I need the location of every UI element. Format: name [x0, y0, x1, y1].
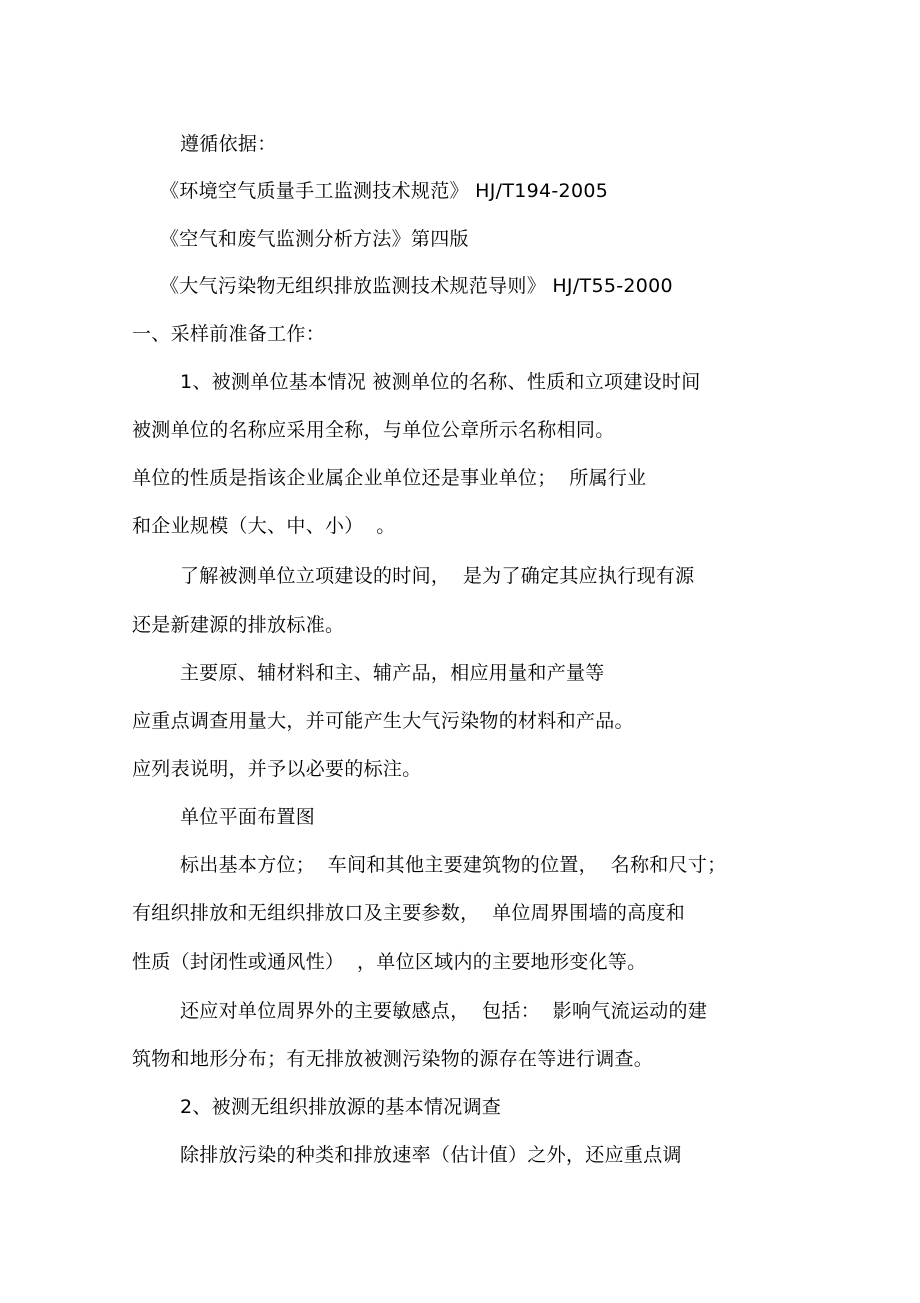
- paragraph-line: 应列表说明，并予以必要的标注。: [132, 758, 422, 780]
- paragraph-line: 筑物和地形分布；有无排放被测污染物的源存在等进行调查。: [132, 1048, 654, 1070]
- layout-plan-heading: 单位平面布置图: [180, 806, 316, 828]
- paragraph-line: 还应对单位周界外的主要敏感点， 包括： 影响气流运动的建: [180, 1000, 708, 1022]
- paragraph-line: 了解被测单位立项建设的时间， 是为了确定其应执行现有源: [180, 565, 695, 587]
- section-1-heading: 一、采样前准备工作：: [132, 323, 326, 345]
- paragraph-line: 标出基本方位； 车间和其他主要建筑物的位置， 名称和尺寸；: [180, 854, 727, 876]
- paragraph-line: 性质（封闭性或通风性） ，单位区域内的主要地形变化等。: [132, 951, 647, 973]
- paragraph-line: 应重点调查用量大，并可能产生大气污染物的材料和产品。: [132, 710, 634, 732]
- paragraph-line: 主要原、辅材料和主、辅产品，相应用量和产量等: [180, 662, 605, 684]
- paragraph-line: 还是新建源的排放标准。: [132, 614, 345, 636]
- item-2-heading: 2、被测无组织排放源的基本情况调查: [180, 1096, 502, 1118]
- reference-1: 《环境空气质量手工监测技术规范》 HJ/T194-2005: [160, 180, 609, 202]
- paragraph-line: 和企业规模（大、中、小） 。: [132, 515, 396, 537]
- reference-2: 《空气和废气监测分析方法》第四版: [160, 228, 469, 250]
- basis-heading: 遵循依据：: [180, 133, 277, 155]
- paragraph-line: 有组织排放和无组织排放口及主要参数， 单位周界围墙的高度和: [132, 902, 686, 924]
- item-1-heading: 1、被测单位基本情况 被测单位的名称、性质和立项建设时间: [180, 371, 701, 393]
- paragraph-line: 单位的性质是指该企业属企业单位还是事业单位； 所属行业: [132, 467, 647, 489]
- paragraph-line: 被测单位的名称应采用全称，与单位公章所示名称相同。: [132, 419, 615, 441]
- paragraph-line: 除排放污染的种类和排放速率（估计值）之外，还应重点调: [180, 1144, 682, 1166]
- reference-3: 《大气污染物无组织排放监测技术规范导则》 HJ/T55-2000: [160, 275, 673, 297]
